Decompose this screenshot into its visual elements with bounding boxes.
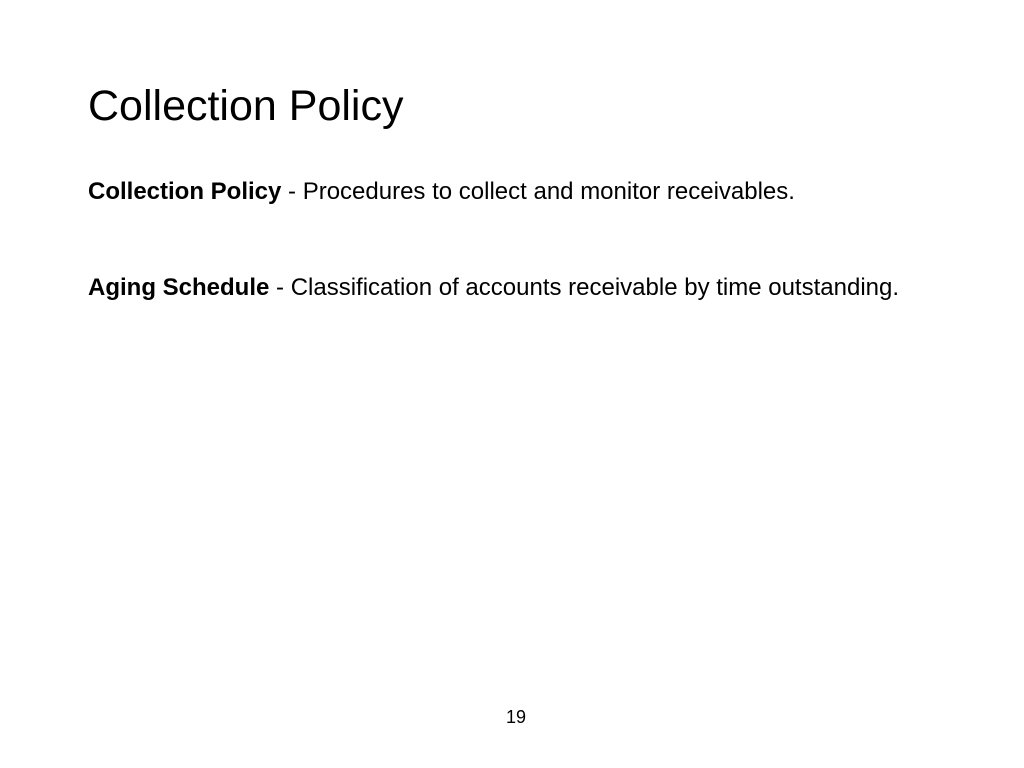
- slide-body: [88, 174, 948, 306]
- page-number: 19: [505, 707, 527, 727]
- definition-aging-schedule: [88, 270, 948, 306]
- definition-term: Collection Policy: [88, 178, 282, 205]
- definition-text: - Classification of accounts receivable by time outstanding.: [269, 274, 900, 301]
- definition-term: Aging Schedule: [88, 274, 270, 301]
- definition-text: - Procedures to collect and monitor receivables.: [281, 178, 795, 205]
- slide-title: Collection Policy: [88, 82, 404, 130]
- definition-collection-policy: [88, 174, 948, 210]
